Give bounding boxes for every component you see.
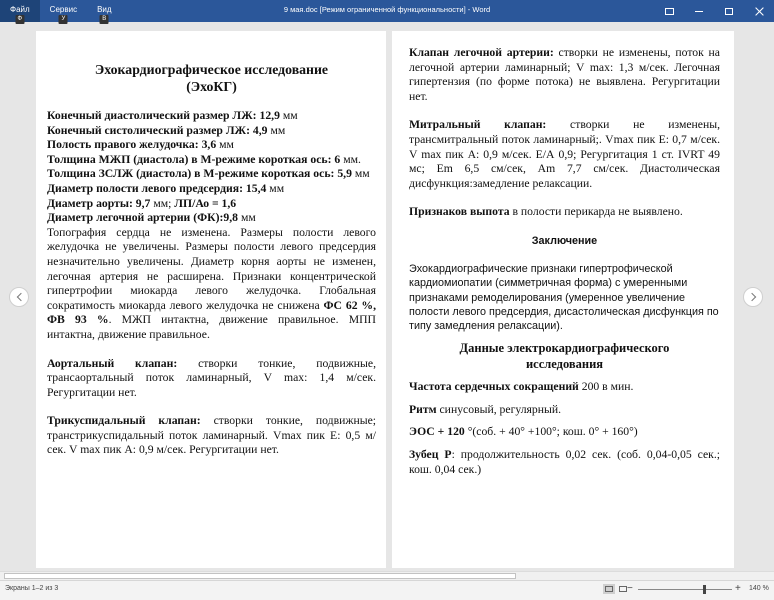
pulmonary-valve-paragraph: Клапан легочной артерии: створки не изменены, поток на легочной артерии ламинарный; V max: 1,3 м/сек. Легочная гипертензия (по форме потока) не выявлена. Регургитации нет. — [409, 46, 720, 103]
keytip-file: Ф — [15, 15, 24, 24]
measure-pw: Толщина ЗСЛЖ (диастола) в М-режиме короткая ось: 5,9 мм — [47, 167, 370, 181]
measure-ivs: Толщина МЖП (диастола) в М-режиме короткая ось: 6 мм. — [47, 152, 361, 166]
window-title: 9 мая.doc [Режим ограниченной функциональности] - Word — [283, 5, 491, 14]
echo-subtitle: (ЭхоКГ) — [186, 79, 237, 94]
effusion-paragraph: Признаков выпота в полости перикарда не выявлено. — [409, 205, 683, 219]
keytip-tools: У — [59, 15, 68, 24]
title-bar — [0, 0, 774, 22]
ribbon-display-icon — [665, 8, 674, 15]
electrical-axis-line: ЭОС + 120 °(соб. + 40° +100°; кош. 0° + 160°) — [409, 425, 638, 439]
window-controls — [654, 0, 774, 22]
read-mode-icon — [605, 586, 613, 592]
conclusion-heading: Заключение — [531, 234, 598, 247]
next-screen-button[interactable] — [743, 287, 763, 307]
measure-edd: Конечный диастолический размер ЛЖ: 12,9 мм — [47, 109, 298, 122]
horizontal-scrollbar[interactable] — [0, 571, 774, 580]
menu-tools-label: Сервис — [49, 5, 78, 14]
zoom-level[interactable]: 140 % — [749, 585, 769, 592]
measure-aorta: Диаметр аорты: 9,7 мм; ЛП/Ао = 1,6 — [47, 196, 237, 210]
maximize-icon — [725, 8, 733, 15]
zoom-slider[interactable] — [638, 589, 732, 590]
read-mode-button[interactable] — [603, 584, 615, 594]
maximize-button[interactable] — [714, 0, 744, 22]
page-content-right — [409, 46, 720, 477]
p-wave-line: Зубец Р: продолжительность 0,02 сек. (соб. 0,04-0,05 сек.; кош. 0,04 сек.) — [409, 447, 720, 476]
measure-esd: Конечный систолический размер ЛЖ: 4,9 мм — [47, 123, 286, 137]
tricuspid-valve-paragraph: Трикуспидальный клапан: створки тонкие, подвижные; транстрикуспидальный поток ламинарный. Vmax пик Е: 0,5 м/сек. V max пик А: 0,9 м/сек. Регургитации нет. — [47, 414, 377, 457]
page-content-left — [47, 61, 376, 458]
zoom-in-button[interactable]: + — [735, 583, 741, 594]
document-page-right[interactable] — [392, 31, 734, 568]
chevron-left-icon — [16, 293, 24, 301]
conclusion-paragraph: Эхокардиографические признаки гипертрофической кардиомиопатии (симметричная форма) с умеренными признаками ремоделирования (умеренное увеличение полости левого предсердия, дисастолическая дисфункция по типу замедления релаксации). — [409, 263, 719, 332]
heart-rate-line: Частота сердечных сокращений 200 в мин. — [409, 380, 634, 394]
ecg-heading-line2: исследования — [525, 356, 604, 371]
menu-view-label: Вид — [97, 5, 112, 14]
ecg-heading-line1: Данные электрокардиографического — [459, 341, 670, 356]
mitral-valve-paragraph: Митральный клапан: створки не изменены, трансмитральный поток ламинарный;. Vmax пик Е: 0,7 м/сек. V max пик А: 0,9 м/сек. Е/А 0,9; Регургитация 1 ст. IVRT 49 мс; Em 6,5 см/сек, Am 7,7 см/сек. Диастолическая дисфункция:замедление релаксации. — [409, 118, 720, 190]
aortic-valve-paragraph: Аортальный клапан: створки тонкие, подвижные, трансаортальный поток ламинарный, V max: 1,4 м/сек. Регургитации нет. — [47, 356, 376, 399]
zoom-slider-thumb[interactable] — [703, 585, 706, 594]
horizontal-scrollbar-thumb[interactable] — [4, 573, 516, 579]
topography-paragraph: Топография сердца не изменена. Размеры полости левого желудочка не увеличены. Размеры полости левого предсердия незначительно увеличены. Диаметр корня аорты не изменен, легочная артерия не расширена. Признаки концентрической гипертрофии миокарда левого желудочка. Глобальная сократимость миокарда левого желудочка не снижена ФС 62 %, ФВ 93 %. МЖП интактна, движение правильное. МПП интактна, движение правильное. — [47, 225, 376, 341]
minimize-button[interactable] — [684, 0, 714, 22]
close-icon — [755, 7, 764, 16]
minimize-icon — [695, 11, 703, 12]
menu-file-label: Файл — [10, 5, 30, 14]
previous-screen-button[interactable] — [9, 287, 29, 307]
chevron-right-icon — [747, 293, 755, 301]
close-button[interactable] — [744, 0, 774, 22]
zoom-out-button[interactable]: − — [627, 583, 633, 594]
document-page-left[interactable] — [36, 31, 386, 568]
measure-rv: Полость правого желудочка: 3,6 мм — [47, 138, 234, 152]
measure-la: Диаметр полости левого предсердия: 15,4 мм — [47, 181, 285, 195]
rhythm-line: Ритм синусовый, регулярный. — [409, 402, 562, 416]
keytip-view: В — [100, 15, 109, 24]
measure-pa: Диаметр легочной артерии (ФК):9,8 мм — [47, 211, 256, 225]
echo-title: Эхокардиографическое исследование — [94, 62, 329, 77]
ribbon-display-button[interactable] — [654, 0, 684, 22]
print-layout-icon — [619, 586, 627, 592]
status-bar — [0, 580, 774, 600]
screen-count: Экраны 1–2 из 3 — [5, 585, 59, 592]
